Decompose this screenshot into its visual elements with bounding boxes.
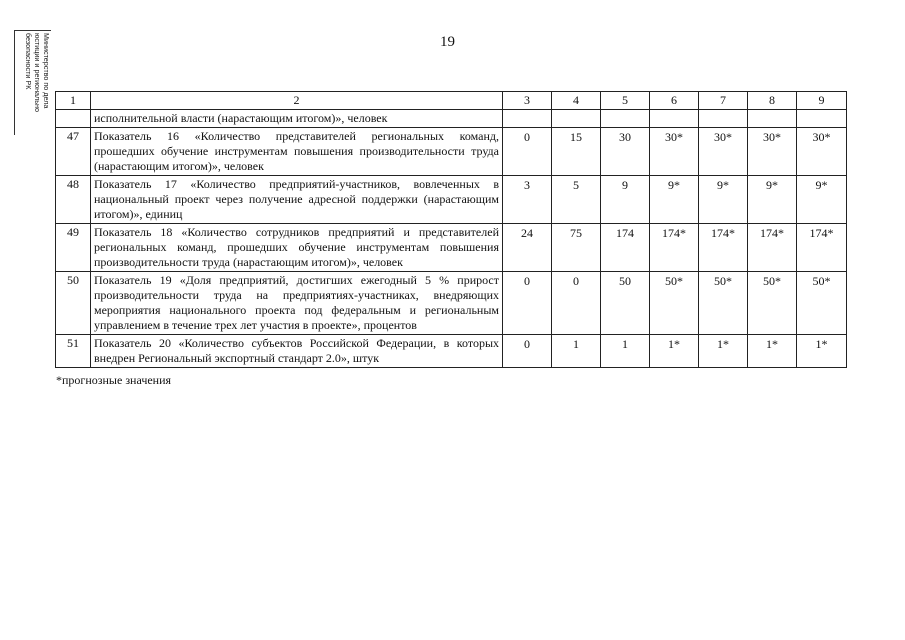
value-cell: 174* xyxy=(748,224,797,272)
indicator-text-cell: Показатель 18 «Количество сотрудников предприятий и представителей региональных команд, прошедших обучение инструментам повышения производительности труда (нарастающим итогом)», человек xyxy=(91,224,503,272)
column-header: 1 xyxy=(56,92,91,110)
row-number-cell: 48 xyxy=(56,176,91,224)
value-cell: 9* xyxy=(797,176,847,224)
value-cell: 5 xyxy=(552,176,601,224)
value-cell: 1 xyxy=(601,335,650,368)
column-header: 3 xyxy=(503,92,552,110)
value-cell: 3 xyxy=(503,176,552,224)
value-cell: 75 xyxy=(552,224,601,272)
indicator-text-cell: исполнительной власти (нарастающим итогом)», человек xyxy=(91,110,503,128)
value-cell xyxy=(748,110,797,128)
value-cell: 9* xyxy=(748,176,797,224)
value-cell: 9* xyxy=(699,176,748,224)
value-cell: 0 xyxy=(503,128,552,176)
value-cell: 30* xyxy=(797,128,847,176)
value-cell: 30* xyxy=(699,128,748,176)
table-row xyxy=(56,176,847,224)
page-number: 19 xyxy=(440,34,455,50)
value-cell: 9* xyxy=(650,176,699,224)
stamp-text xyxy=(15,33,51,133)
value-cell: 30* xyxy=(748,128,797,176)
row-number-cell: 49 xyxy=(56,224,91,272)
value-cell: 0 xyxy=(503,272,552,335)
stamp-line: Министерство по дела xyxy=(42,33,51,109)
column-header: 4 xyxy=(552,92,601,110)
indicator-text-cell: Показатель 19 «Доля предприятий, достигших ежегодный 5 % прирост производительности труда на предприятиях-участниках, внедряющих мероприятия национального проекта под федеральным и региональным управлением в течение трех лет участия в проекте», процентов xyxy=(91,272,503,335)
header-row xyxy=(56,92,847,110)
indicator-text-cell: Показатель 20 «Количество субъектов Российской Федерации, в которых внедрен Региональный экспортный стандарт 2.0», штук xyxy=(91,335,503,368)
value-cell: 50* xyxy=(650,272,699,335)
value-cell xyxy=(503,110,552,128)
stamp-line: юстиции и регионально xyxy=(33,33,42,112)
row-number-cell: 51 xyxy=(56,335,91,368)
value-cell: 1* xyxy=(650,335,699,368)
value-cell: 174* xyxy=(797,224,847,272)
value-cell xyxy=(797,110,847,128)
value-cell xyxy=(650,110,699,128)
value-cell: 0 xyxy=(552,272,601,335)
indicator-text-cell: Показатель 16 «Количество представителей региональных команд, прошедших обучение инструментам повышения производительности труда (нарастающим итогом)», человек xyxy=(91,128,503,176)
value-cell xyxy=(552,110,601,128)
value-cell xyxy=(699,110,748,128)
value-cell: 24 xyxy=(503,224,552,272)
value-cell: 15 xyxy=(552,128,601,176)
footnote: *прогнозные значения xyxy=(56,373,172,387)
indicators-table xyxy=(55,91,847,368)
value-cell xyxy=(601,110,650,128)
table-row xyxy=(56,224,847,272)
value-cell: 50* xyxy=(699,272,748,335)
value-cell: 30* xyxy=(650,128,699,176)
value-cell: 1* xyxy=(748,335,797,368)
value-cell: 0 xyxy=(503,335,552,368)
stamp-line: безопасности РК xyxy=(24,33,33,90)
registration-stamp xyxy=(14,30,51,135)
value-cell: 50 xyxy=(601,272,650,335)
value-cell: 30 xyxy=(601,128,650,176)
value-cell: 1 xyxy=(552,335,601,368)
value-cell: 174 xyxy=(601,224,650,272)
value-cell: 50* xyxy=(748,272,797,335)
column-header: 7 xyxy=(699,92,748,110)
column-header: 8 xyxy=(748,92,797,110)
value-cell: 1* xyxy=(699,335,748,368)
value-cell: 50* xyxy=(797,272,847,335)
continuation-row xyxy=(56,110,847,128)
table-row xyxy=(56,128,847,176)
column-header: 2 xyxy=(91,92,503,110)
row-number-cell: 50 xyxy=(56,272,91,335)
table-row xyxy=(56,272,847,335)
table-row xyxy=(56,335,847,368)
value-cell: 9 xyxy=(601,176,650,224)
indicator-text-cell: Показатель 17 «Количество предприятий-участников, вовлеченных в национальный проект через получение адресной поддержки (нарастающим итогом)», единиц xyxy=(91,176,503,224)
row-number-cell: 47 xyxy=(56,128,91,176)
row-number-cell xyxy=(56,110,91,128)
value-cell: 1* xyxy=(797,335,847,368)
value-cell: 174* xyxy=(650,224,699,272)
column-header: 5 xyxy=(601,92,650,110)
column-header: 6 xyxy=(650,92,699,110)
column-header: 9 xyxy=(797,92,847,110)
value-cell: 174* xyxy=(699,224,748,272)
